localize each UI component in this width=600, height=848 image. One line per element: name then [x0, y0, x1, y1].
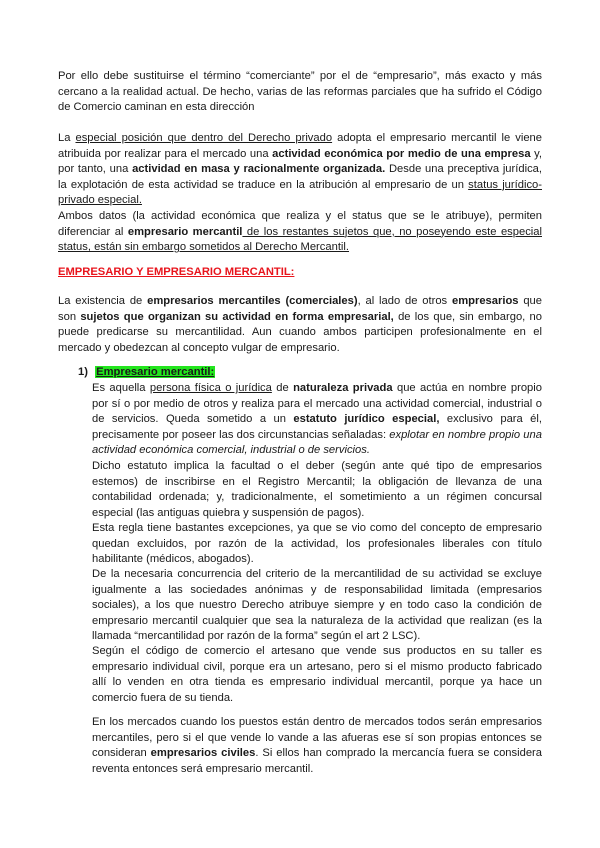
- text-span: En los mercados cuando los puestos están dentro de mercados todos serán empresarios mercantiles, pero si el que vende lo vande a las afueras ese sí son propias entonces se consideran: [92, 716, 542, 760]
- bold-text: empresarios civiles: [150, 747, 256, 760]
- bold-text: empresario mercantil: [127, 225, 243, 238]
- text-span: La: [58, 132, 76, 144]
- bold-text: actividad en masa y racionalmente organizada.: [132, 163, 386, 176]
- text-span: Ambos datos (la actividad económica que realiza y el status que se le atribuye), permiten diferenciar al: [58, 210, 542, 238]
- underlined-text: persona física o jurídica: [149, 382, 272, 394]
- subsection-label-highlight: Empresario mercantil:: [96, 366, 215, 378]
- text-span: adopta el empresario mercantil le viene atribuida por realizar para el mercado una: [58, 132, 542, 160]
- text-span: y, por tanto, una: [58, 147, 543, 176]
- paragraph-artisan: Según el código de comercio el artesano que vende sus productos en su taller es empresario individual civil, porque era un artesano, pero si el mismo producto fabricado allí lo venden en otra tienda es empresario individual mercantil, porque ya hace un comercio fuera de su tienda.: [92, 645, 542, 704]
- paragraph-both-data: [58, 209, 542, 256]
- bold-text: naturaleza privada: [293, 382, 393, 394]
- italic-text: explotar en nombre propio una actividad económica comercial, industrial o de servicios.: [92, 428, 542, 457]
- paragraph-intro: Por ello debe sustituirse el término “comerciante” por el de “empresario”, más exacto y más cercano a la realidad actual. De hecho, varias de las reformas parciales que ha sufrido el Código de Comercio caminan en esta dirección: [58, 70, 542, 114]
- text-span: que actúa en nombre propio por sí o por medio de otros y realiza para el mercado una actividad comercial, industrial o de servicios. Queda sometido a un: [92, 382, 542, 426]
- bold-text: actividad económica por medio de una empresa: [272, 147, 531, 160]
- underlined-text: status jurídico-privado especial.: [58, 178, 542, 207]
- bold-text: sujetos que organizan su actividad en forma empresarial,: [80, 310, 394, 323]
- paragraph-special-position: [58, 131, 542, 209]
- paragraph-exceptions: Esta regla tiene bastantes excepciones, ya que se vio como del concepto de empresario quedan excluidos, por razón de la actividad, los profesionales liberales con título habilitante (médicos, abogados).: [92, 522, 542, 566]
- subsection-number: 1): [78, 366, 88, 378]
- text-span: Es aquella: [92, 382, 150, 394]
- underlined-text: de los restantes sujetos que, no poseyendo este especial status, están sin embargo sometidos al Derecho Mercantil.: [58, 225, 542, 254]
- text-span: Desde una preceptiva jurídica, la explotación de esta actividad se traduce en la atribución al empresario de un: [58, 163, 542, 191]
- paragraph-markets: [92, 715, 542, 777]
- bold-text: empresarios mercantiles (comerciales): [147, 295, 358, 307]
- bold-text: empresarios: [451, 295, 519, 307]
- text-span: . Si ellos han comprado la mercancía fuera se considera reventa entonces será empresario mercantil.: [92, 747, 542, 775]
- text-span: de: [271, 382, 294, 394]
- text-span: La existencia de: [58, 295, 148, 307]
- paragraph-mercantility: De la necesaria concurrencia del criterio de la mercantilidad de su actividad se excluye igualmente a las sociedades anónimas y de responsabilidad limitada (empresarios sociales), a los que nuestro Derecho atribuye siempre y en todo caso la condición de empresario mercantil cualquier que sea la naturaleza de la actividad que realizan (es la llamada “mercantilidad por razón de la forma” según el art 2 LSC).: [92, 568, 542, 643]
- paragraph-existence: [58, 294, 542, 356]
- text-span: exclusivo para él, precisamente por poseer las dos circunstancias señaladas:: [92, 413, 542, 441]
- text-span: de los que, sin embargo, no puede predicarse su mercantilidad. Aun cuando ambos participen profesionalmente en el mercado y obedezcan al concepto vulgar de empresario.: [58, 310, 542, 354]
- text-span: que son: [58, 295, 542, 323]
- section-heading: EMPRESARIO Y EMPRESARIO MERCANTIL:: [58, 266, 295, 278]
- text-span: , al lado de otros: [357, 295, 452, 307]
- subsection-title: [78, 365, 538, 381]
- paragraph-statute: Dicho estatuto implica la facultad o el deber (según ante qué tipo de empresarios estemos) de inscribirse en el Registro Mercantil; la obligación de llevanza de una contabilidad ordenada; y, tradicionalmente, el sometimiento a un régimen concursal especial (las antiguas quiebra y suspensión de pagos).: [92, 460, 542, 519]
- paragraph-definition: [92, 381, 542, 459]
- bold-text: estatuto jurídico especial,: [293, 413, 440, 426]
- underlined-text: especial posición que dentro del Derecho privado: [75, 132, 333, 144]
